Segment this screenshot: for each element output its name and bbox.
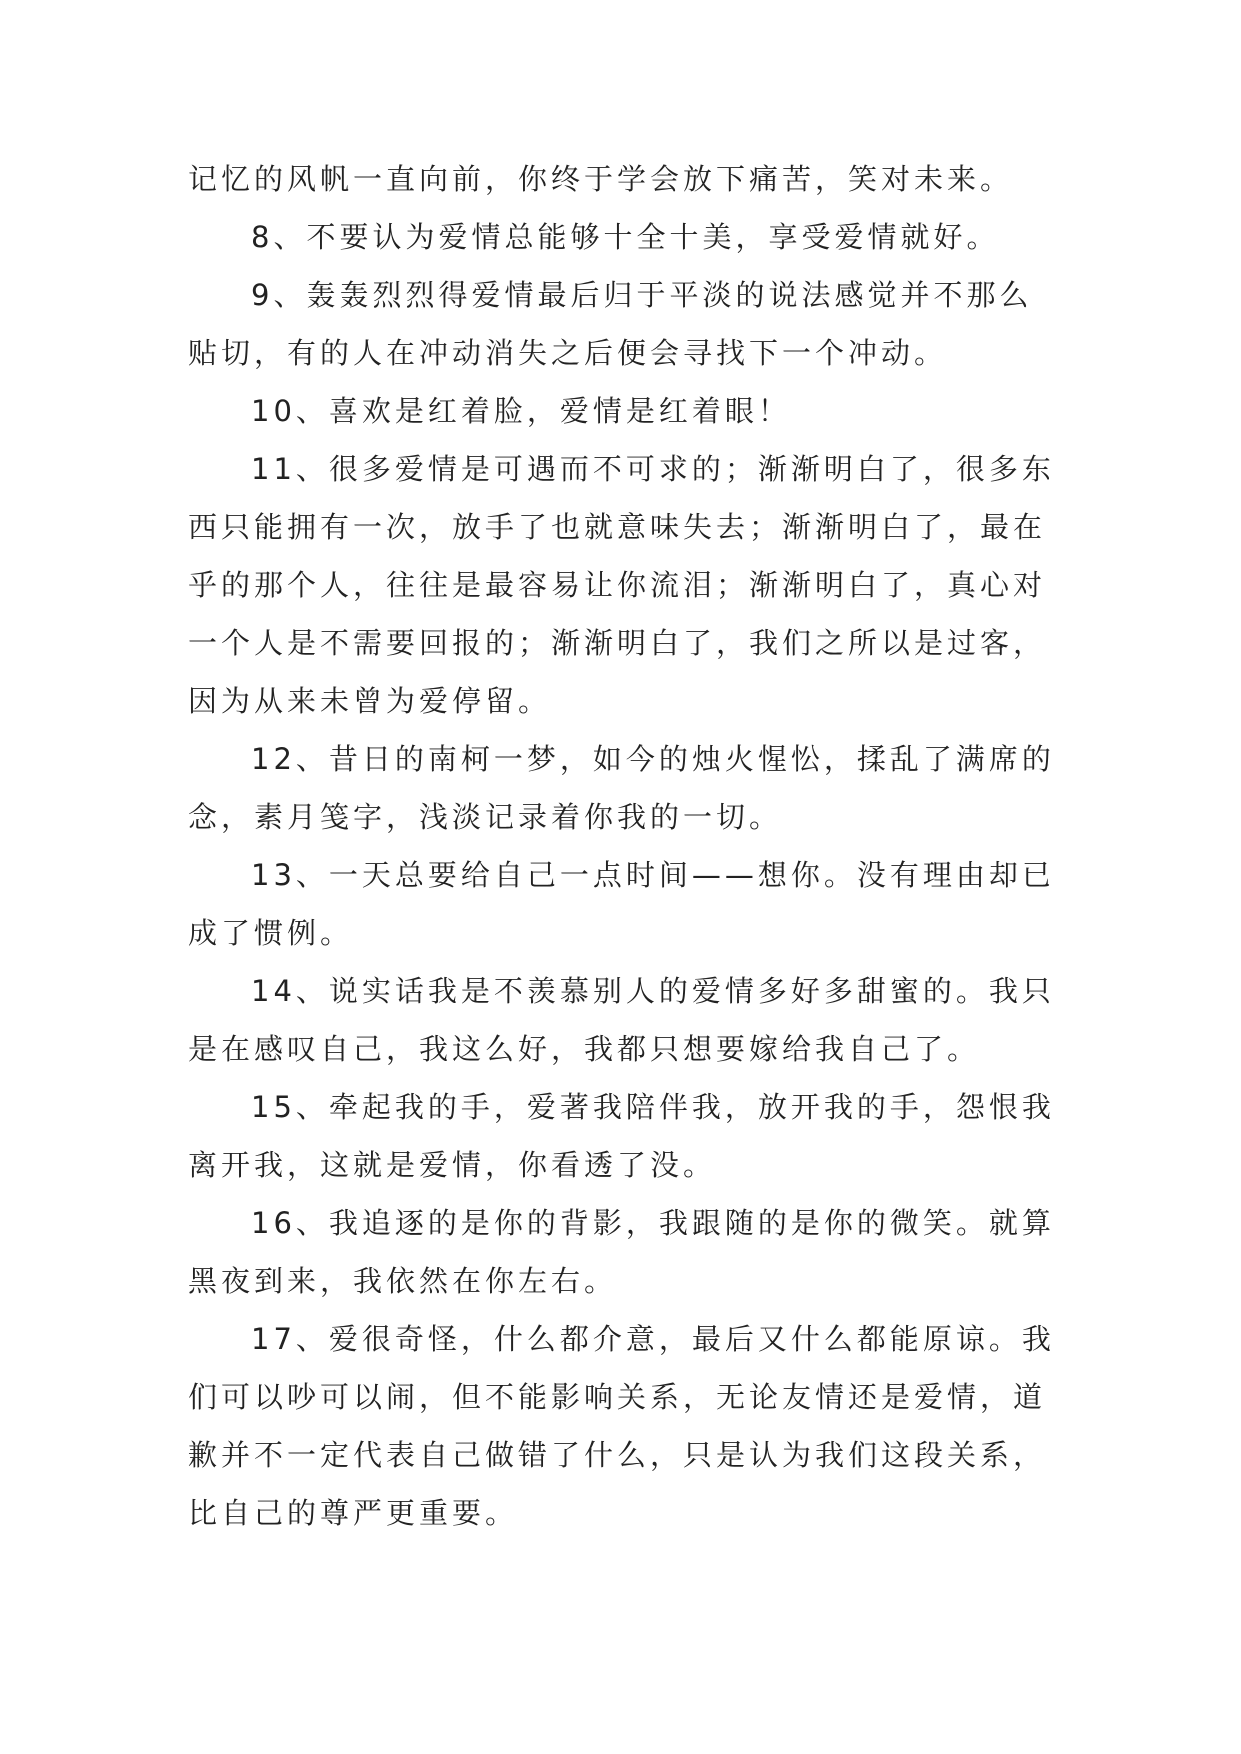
text-line: 11、很多爱情是可遇而不可求的；渐渐明白了，很多东 [251,452,1055,486]
text-line: 13、一天总要给自己一点时间——想你。没有理由却已 [251,858,1055,892]
text-line: 10、喜欢是红着脸，爱情是红着眼！ [251,394,791,428]
text-line: 因为从来未曾为爱停留。 [188,684,552,718]
text-line: 比自己的尊严更重要。 [188,1496,519,1530]
text-line: 西只能拥有一次，放手了也就意味失去；渐渐明白了，最在 [188,510,1047,544]
text-line: 16、我追逐的是你的背影，我跟随的是你的微笑。就算 [251,1206,1055,1240]
text-line: 17、爱很奇怪，什么都介意，最后又什么都能原谅。我 [251,1322,1055,1356]
text-line: 9、轰轰烈烈得爱情最后归于平淡的说法感觉并不那么 [251,278,1033,312]
text-line: 贴切，有的人在冲动消失之后便会寻找下一个冲动。 [188,336,948,370]
text-line: 们可以吵可以闹，但不能影响关系，无论友情还是爱情，道 [188,1380,1047,1414]
text-line: 离开我，这就是爱情，你看透了没。 [188,1148,717,1182]
text-line: 成了惯例。 [188,916,354,950]
text-line: 乎的那个人，往往是最容易让你流泪；渐渐明白了，真心对 [188,568,1047,602]
text-line: 黑夜到来，我依然在你左右。 [188,1264,618,1298]
document-page [188,150,1064,1542]
text-line: 是在感叹自己，我这么好，我都只想要嫁给我自己了。 [188,1032,981,1066]
text-line: 15、牵起我的手，爱著我陪伴我，放开我的手，怨恨我 [251,1090,1055,1124]
text-line: 念，素月笺字，浅淡记录着你我的一切。 [188,800,783,834]
text-line: 8、不要认为爱情总能够十全十美，享受爱情就好。 [251,220,1000,254]
text-line: 歉并不一定代表自己做错了什么，只是认为我们这段关系， [188,1438,1047,1472]
text-line: 一个人是不需要回报的；渐渐明白了，我们之所以是过客， [188,626,1047,660]
text-line: 12、昔日的南柯一梦，如今的烛火惺忪，揉乱了满席的 [251,742,1055,776]
text-line: 记忆的风帆一直向前，你终于学会放下痛苦，笑对未来。 [188,162,1014,196]
text-line: 14、说实话我是不羡慕别人的爱情多好多甜蜜的。我只 [251,974,1055,1008]
